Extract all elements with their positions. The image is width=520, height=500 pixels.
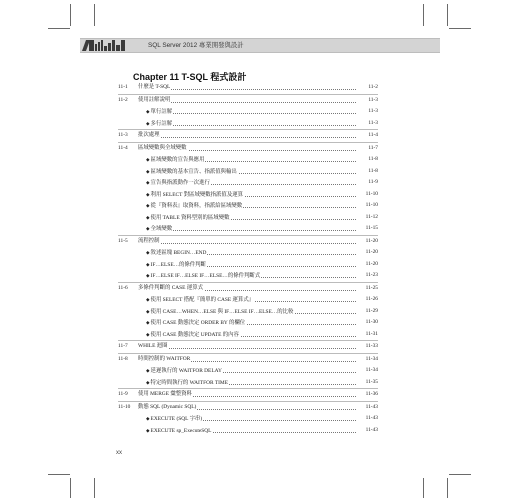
- toc-leader-dots: [146, 89, 356, 90]
- toc-leader-dots: [156, 230, 356, 231]
- toc-entry-number: 11-4: [118, 144, 128, 151]
- diamond-bullet-icon: ◆: [146, 157, 150, 162]
- toc-entry-title: EXECUTE sp_ExecuteSQL: [150, 427, 212, 434]
- toc-entry-number: 11-3: [118, 132, 128, 138]
- toc-entry-page: 11-33: [365, 341, 378, 353]
- toc-entry-page: 11-29: [365, 306, 378, 318]
- toc-entry-title: EXECUTE (SQL 字串): [150, 416, 203, 422]
- toc-entry-page: 11-9: [367, 177, 378, 189]
- toc-entry-title: 區域變數與全域變數: [138, 144, 187, 151]
- toc-entry-page: 11-30: [365, 317, 378, 329]
- toc-entry-page: 11-8: [367, 154, 378, 166]
- header-title: SQL Server 2012 專業開發與設計: [148, 42, 244, 49]
- toc-entry-page: 11-35: [365, 377, 378, 389]
- diamond-bullet-icon: ◆: [146, 308, 150, 314]
- toc-entry[interactable]: [118, 329, 378, 341]
- toc-entry-page: 11-43: [365, 402, 378, 414]
- toc-entry[interactable]: [118, 353, 378, 366]
- diamond-bullet-icon: ◆: [146, 331, 150, 337]
- toc-entry-number: 11-8: [118, 355, 128, 362]
- toc-entry[interactable]: [118, 340, 378, 353]
- toc-entry-title: 敘述區塊 BEGIN…END: [150, 250, 207, 256]
- toc-entry[interactable]: [118, 212, 378, 224]
- diamond-bullet-icon: ◆: [146, 214, 150, 220]
- crop-mark: [48, 28, 70, 29]
- diamond-bullet-icon: ◆: [146, 120, 150, 126]
- toc-entry-page: 11-26: [365, 294, 378, 306]
- toc-entry-title: 使用註解說明: [138, 96, 171, 103]
- page-number: xx: [116, 450, 122, 456]
- toc-leader-dots: [156, 113, 356, 114]
- toc-entry-title: 使用 CASE 動態決定 ORDER BY 的欄位: [150, 320, 246, 326]
- diamond-bullet-icon: ◆: [146, 168, 150, 174]
- diamond-bullet-icon: ◆: [146, 427, 150, 433]
- table-of-contents: [118, 82, 378, 436]
- toc-entry[interactable]: [118, 401, 378, 414]
- toc-entry-title: 使用 SELECT 搭配『簡單的 CASE 運算式』: [150, 297, 255, 303]
- toc-entry[interactable]: [118, 413, 378, 425]
- toc-entry[interactable]: [118, 235, 378, 248]
- diamond-bullet-icon: ◆: [146, 368, 150, 373]
- toc-entry[interactable]: [118, 142, 378, 155]
- toc-entry-page: 11-20: [365, 247, 378, 259]
- toc-entry-title: 宣告與指派動作一次進行: [150, 180, 210, 186]
- toc-entry[interactable]: [118, 425, 378, 437]
- crop-mark: [48, 474, 70, 475]
- crop-mark: [447, 478, 448, 498]
- crop-mark: [423, 4, 424, 26]
- toc-entry-title: 從『資料表』取資料，指派給區域變數: [150, 203, 243, 209]
- toc-entry-title: 區域變數的基本宣告、指派值與輸出: [150, 168, 237, 175]
- toc-entry-number: 11-2: [118, 96, 128, 103]
- diamond-bullet-icon: ◆: [146, 297, 150, 302]
- toc-entry-page: 11-3: [367, 95, 378, 107]
- toc-entry[interactable]: [118, 166, 378, 178]
- toc-leader-dots: [146, 102, 356, 103]
- toc-entry-page: 11-4: [367, 130, 378, 142]
- toc-entry-title: 使用 MERGE 彙整資料: [138, 391, 192, 397]
- toc-entry-number: 11-6: [118, 284, 128, 291]
- crop-mark: [449, 28, 471, 29]
- chapter-title: Chapter 11 T-SQL 程式設計: [133, 72, 247, 82]
- toc-entry-page: 11-20: [365, 259, 378, 271]
- diamond-bullet-icon: ◆: [146, 191, 150, 197]
- diamond-bullet-icon: ◆: [146, 180, 150, 185]
- toc-entry-title: IF…ELSE…的條件判斷: [150, 261, 206, 268]
- toc-entry-title: 什麼是 T-SQL: [138, 84, 171, 90]
- toc-entry[interactable]: [118, 247, 378, 259]
- diamond-bullet-icon: ◆: [146, 273, 150, 278]
- book-logo-icon: [84, 40, 125, 51]
- toc-entry-number: 11-1: [118, 84, 128, 90]
- toc-entry-title: 時間控制的 WAITFOR: [138, 355, 191, 362]
- page-header: [80, 38, 440, 53]
- toc-entry[interactable]: [118, 94, 378, 107]
- toc-entry-page: 11-36: [365, 389, 378, 401]
- toc-entry-number: 11-9: [118, 391, 128, 397]
- toc-entry[interactable]: [118, 294, 378, 306]
- toc-entry[interactable]: [118, 200, 378, 212]
- toc-entry-title: 使用 TABLE 資料型別的區域變數: [150, 214, 230, 221]
- toc-entry-title: 多條件判斷的 CASE 運算式: [138, 284, 203, 291]
- toc-entry[interactable]: [118, 259, 378, 271]
- toc-entry-page: 11-25: [365, 283, 378, 295]
- toc-entry[interactable]: [118, 223, 378, 235]
- toc-entry-page: 11-15: [365, 223, 378, 235]
- crop-mark: [423, 478, 424, 498]
- toc-entry-title: 單行註解: [150, 109, 173, 115]
- toc-entry-title: 流程控制: [138, 237, 160, 244]
- toc-entry-title: 多行註解: [150, 120, 173, 127]
- diamond-bullet-icon: ◆: [146, 379, 150, 385]
- toc-entry[interactable]: [118, 306, 378, 318]
- crop-mark: [447, 4, 448, 26]
- toc-entry-title: 使用 CASE…WHEN…ELSE 與 IF…ELSE IF…ELSE…的比較: [150, 308, 294, 315]
- toc-entry-page: 11-20: [365, 236, 378, 248]
- diamond-bullet-icon: ◆: [146, 320, 150, 325]
- toc-leader-dots: [146, 243, 356, 244]
- toc-entry-page: 11-31: [365, 329, 378, 341]
- toc-entry-page: 11-12: [365, 212, 378, 224]
- toc-entry-page: 11-10: [365, 200, 378, 212]
- toc-entry-number: 11-7: [118, 343, 128, 349]
- diamond-bullet-icon: ◆: [146, 203, 150, 208]
- toc-entry-page: 11-34: [365, 365, 378, 377]
- toc-entry-title: 動態 SQL (Dynamic SQL): [138, 403, 197, 410]
- toc-entry-title: 特定時間執行的 WAITFOR TIME: [150, 379, 229, 386]
- toc-entry[interactable]: [118, 365, 378, 377]
- toc-entry[interactable]: [118, 118, 378, 130]
- toc-leader-dots: [156, 125, 356, 126]
- toc-entry[interactable]: [118, 154, 378, 166]
- toc-entry-title: 延遲執行的 WAITFOR DELAY: [150, 368, 222, 374]
- toc-entry-title: 批次處理: [138, 132, 160, 138]
- toc-leader-dots: [146, 137, 356, 138]
- toc-entry-page: 11-3: [367, 118, 378, 130]
- toc-entry-page: 11-43: [365, 425, 378, 437]
- toc-entry[interactable]: [118, 388, 378, 401]
- toc-entry-number: 11-10: [118, 403, 131, 410]
- toc-entry-title: IF…ELSE IF…ELSE IF…ELSE…的條件判斷式: [150, 273, 261, 279]
- toc-entry[interactable]: [118, 282, 378, 295]
- diamond-bullet-icon: ◆: [146, 109, 150, 114]
- toc-entry-page: 11-34: [365, 354, 378, 366]
- crop-mark: [70, 4, 71, 26]
- toc-entry[interactable]: [118, 189, 378, 201]
- toc-entry-title: 區域變數的宣告與應用: [150, 157, 205, 163]
- toc-entry[interactable]: [118, 129, 378, 142]
- toc-entry-page: 11-3: [367, 106, 378, 118]
- crop-mark: [70, 478, 71, 498]
- toc-entry-page: 11-8: [367, 166, 378, 178]
- diamond-bullet-icon: ◆: [146, 416, 150, 421]
- toc-entry-title: WHILE 迴圈: [138, 343, 168, 349]
- toc-entry-page: 11-43: [365, 413, 378, 425]
- toc-entry-page: 11-7: [367, 143, 378, 155]
- diamond-bullet-icon: ◆: [146, 250, 150, 255]
- toc-entry-title: 使用 CASE 動態決定 UPDATE 的內容: [150, 331, 239, 338]
- toc-entry[interactable]: [118, 177, 378, 189]
- toc-leader-dots: [146, 348, 356, 349]
- toc-entry-page: 11-2: [367, 82, 378, 94]
- toc-entry-title: 全域變數: [150, 226, 173, 232]
- crop-mark: [94, 478, 95, 498]
- toc-entry[interactable]: [118, 377, 378, 389]
- crop-mark: [94, 4, 95, 26]
- toc-entry[interactable]: [118, 82, 378, 94]
- toc-entry-page: 11-23: [365, 270, 378, 282]
- diamond-bullet-icon: ◆: [146, 226, 150, 231]
- diamond-bullet-icon: ◆: [146, 261, 150, 267]
- toc-entry[interactable]: [118, 317, 378, 329]
- toc-entry[interactable]: [118, 106, 378, 118]
- crop-mark: [449, 474, 471, 475]
- toc-entry-title: 利用 SELECT 對區域變數指派值及運算: [150, 191, 243, 198]
- toc-entry-number: 11-5: [118, 237, 128, 244]
- toc-entry[interactable]: [118, 270, 378, 282]
- toc-entry-page: 11-10: [365, 189, 378, 201]
